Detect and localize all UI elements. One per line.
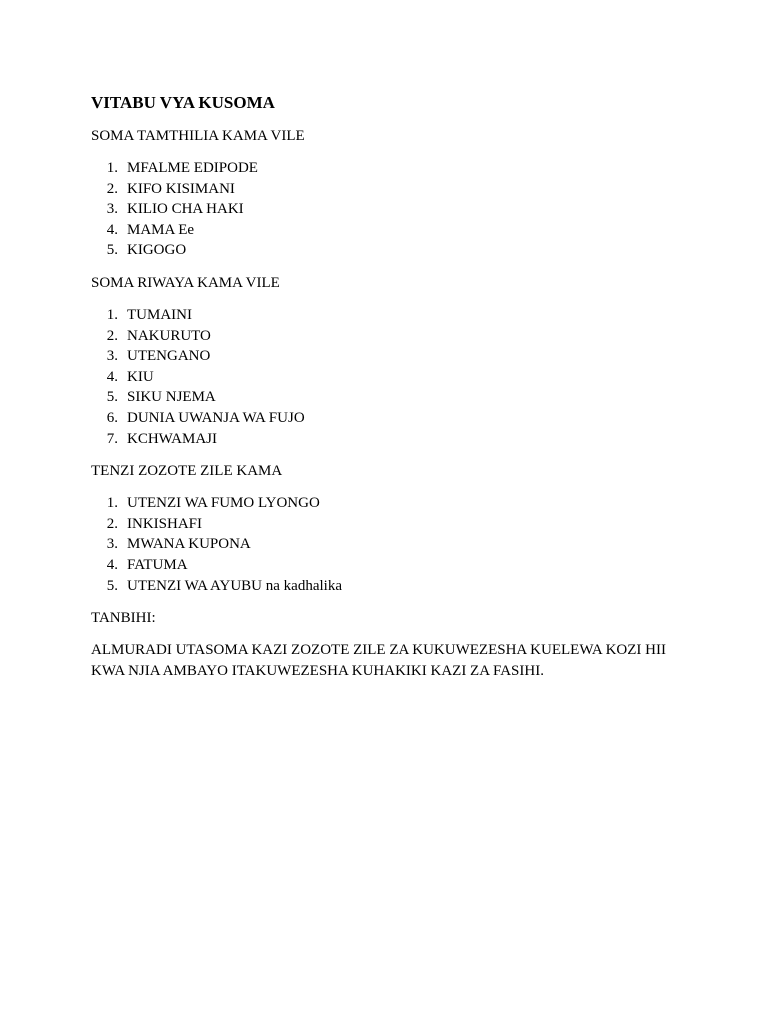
list-item: 1. MFALME EDIPODE bbox=[106, 160, 258, 176]
list-item: 4. MAMA Ee bbox=[106, 221, 195, 238]
list-item: 7. KCHWAMAJI bbox=[106, 430, 217, 447]
document-page bbox=[91, 92, 691, 694]
section-heading-tenzi: TENZI ZOZOTE ZILE KAMA bbox=[91, 463, 283, 480]
list-item: 3. KILIO CHA HAKI bbox=[106, 201, 244, 218]
list-tamthilia bbox=[91, 158, 691, 261]
section-heading-riwaya: SOMA RIWAYA KAMA VILE bbox=[91, 274, 280, 291]
list-item: 5. SIKU NJEMA bbox=[106, 389, 216, 406]
list-item: 5. KIGOGO bbox=[106, 242, 187, 259]
list-item: 1. UTENZI WA FUMO LYONGO bbox=[106, 495, 320, 512]
document-title: VITABU VYA KUSOMA bbox=[91, 93, 275, 112]
list-item: 6. DUNIA UWANJA WA FUJO bbox=[106, 409, 305, 426]
list-riwaya bbox=[91, 305, 691, 449]
list-item: 3. UTENGANO bbox=[106, 348, 211, 365]
list-tenzi bbox=[91, 493, 691, 596]
note-label: TANBIHI: bbox=[91, 610, 156, 627]
list-item: 2. KIFO KISIMANI bbox=[106, 180, 235, 197]
list-item: 2. NAKURUTO bbox=[106, 327, 211, 344]
list-item: 4. KIU bbox=[106, 368, 154, 385]
note-text: ALMURADI UTASOMA KAZI ZOZOTE ZILE ZA KUKUWEZESHA KUELEWA KOZI HII KWA NJIA AMBAYO ITAKUWEZESHA KUHAKIKI KAZI ZA FASIHI. bbox=[91, 642, 666, 680]
section-heading-tamthilia: SOMA TAMTHILIA KAMA VILE bbox=[91, 128, 305, 144]
list-item: 2. INKISHAFI bbox=[106, 515, 202, 532]
list-item: 1. TUMAINI bbox=[106, 306, 192, 323]
list-item: 5. UTENZI WA AYUBU na kadhalika bbox=[106, 577, 342, 594]
list-item: 4. FATUMA bbox=[106, 556, 188, 573]
list-item: 3. MWANA KUPONA bbox=[106, 536, 251, 553]
